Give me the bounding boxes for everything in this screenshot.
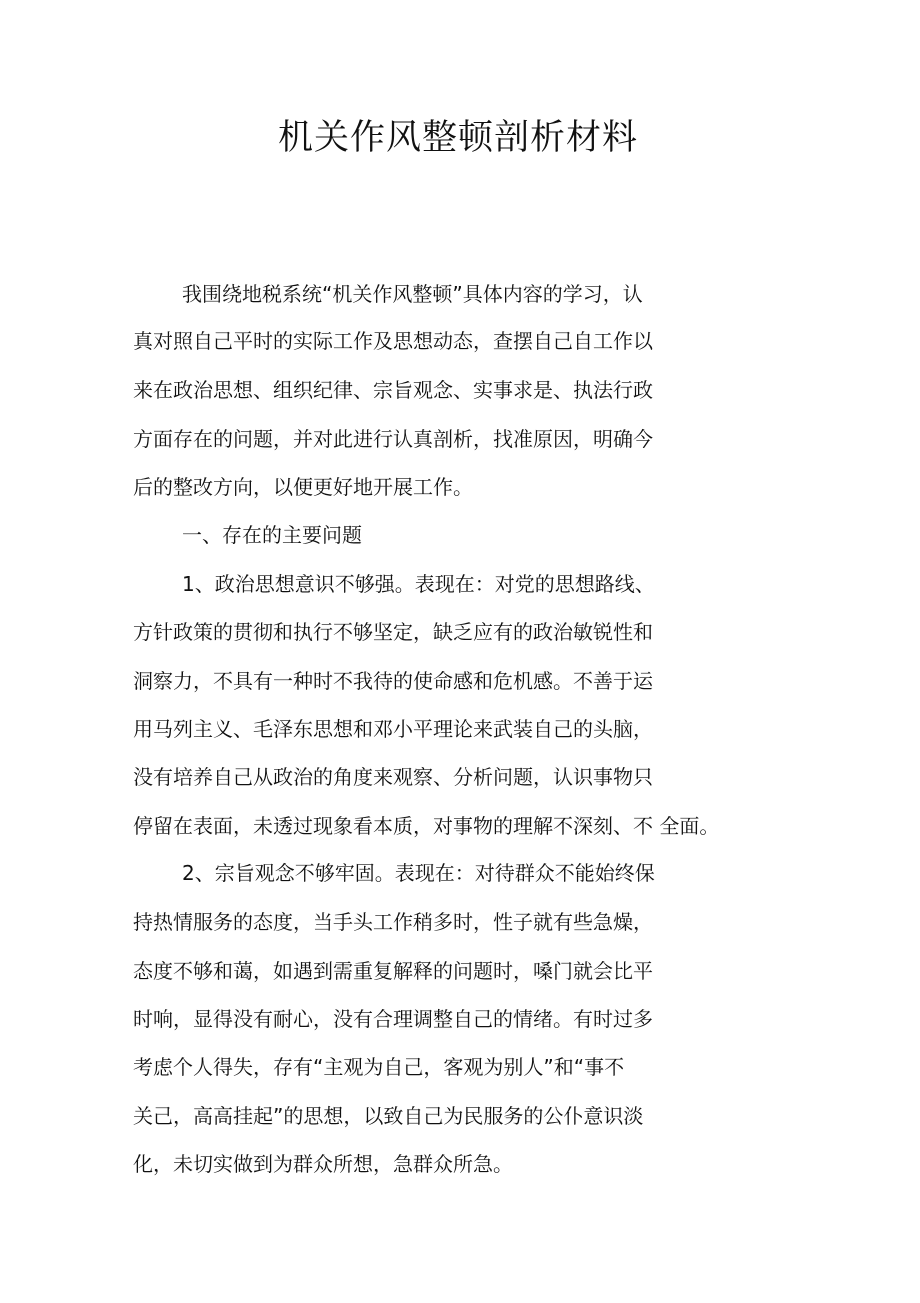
paragraph-line: 没有培养自己从政治的角度来观察、分析问题，认识事物只 (133, 765, 653, 789)
paragraph-line: 持热情服务的态度，当手头工作稍多时，性子就有些急燥， (133, 910, 653, 934)
paragraph-line: 方针政策的贯彻和执行不够坚定，缺乏应有的政治敏锐性和 (133, 620, 653, 644)
paragraph-line: 方面存在的问题，并对此进行认真剖析，找准原因，明确今 (133, 427, 653, 451)
paragraph-line: 后的整改方向，以便更好地开展工作。 (133, 475, 473, 499)
paragraph-line: 考虑个人得失，存有“主观为自己，客观为别人”和“事不 (133, 1055, 625, 1079)
paragraph-line: 我围绕地税系统“机关作风整顿”具体内容的学习，认 (182, 282, 643, 306)
paragraph-line: 洞察力，不具有一种时不我待的使命感和危机感。不善于运 (133, 669, 653, 693)
paragraph-line: 停留在表面，未透过现象看本质，对事物的理解不深刻、不 全面。 (133, 814, 720, 838)
paragraph-line: 关己，高高挂起”的思想，以致自己为民服务的公仆意识淡 (133, 1104, 644, 1128)
paragraph-line: 1、政治思想意识不够强。表现在：对党的思想路线、 (182, 572, 655, 596)
section-heading: 一、存在的主要问题 (182, 523, 362, 547)
paragraph-line: 化，未切实做到为群众所想，急群众所急。 (133, 1152, 513, 1176)
paragraph-line: 时响，显得没有耐心，没有合理调整自己的情绪。有时过多 (133, 1007, 653, 1031)
paragraph-line: 态度不够和蔼，如遇到需重复解释的问题时，嗓门就会比平 (133, 959, 653, 983)
paragraph-line: 真对照自己平时的实际工作及思想动态，查摆自己自工作以 (133, 329, 653, 353)
paragraph-line: 2、宗旨观念不够牢固。表现在：对待群众不能始终保 (182, 861, 655, 885)
paragraph-line: 来在政治思想、组织纪律、宗旨观念、实事求是、执法行政 (133, 378, 653, 402)
paragraph-line: 用马列主义、毛泽东思想和邓小平理论来武装自己的头脑， (133, 717, 653, 741)
document-title: 机关作风整顿剖析材料 (277, 118, 638, 158)
